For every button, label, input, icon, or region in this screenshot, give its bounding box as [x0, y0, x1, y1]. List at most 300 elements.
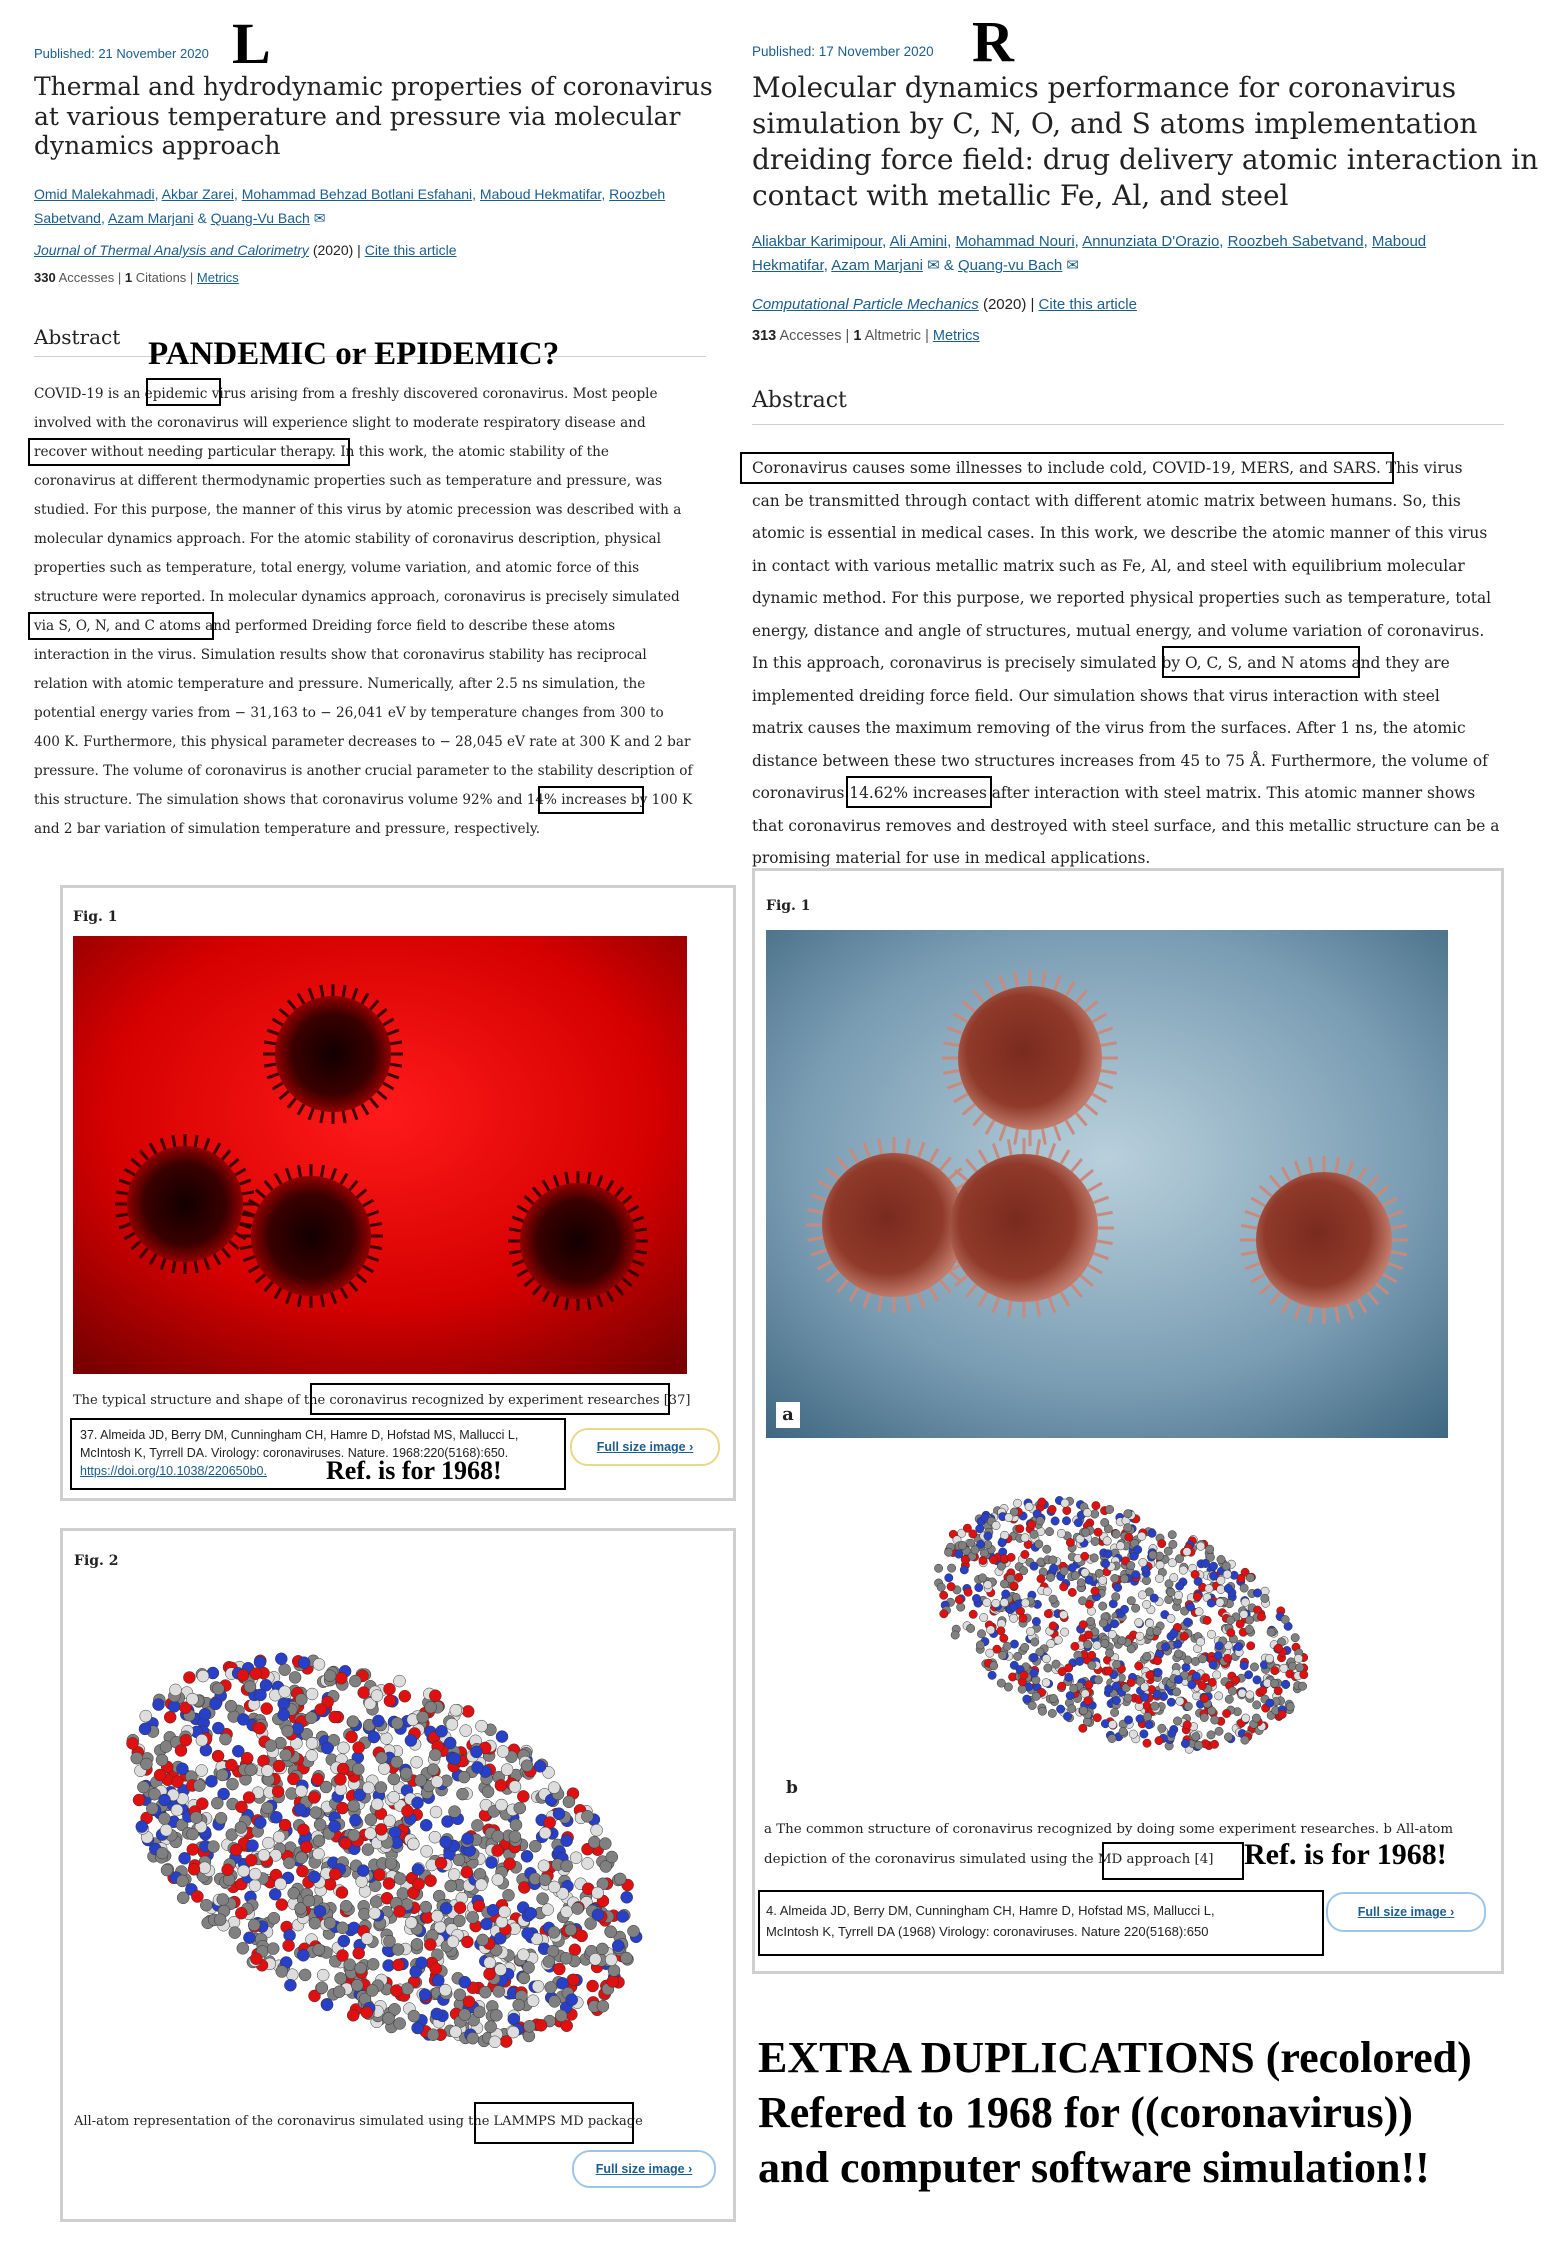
atom [1179, 1566, 1187, 1574]
atom [1174, 1640, 1182, 1648]
atom [298, 1824, 310, 1836]
atom [581, 1810, 593, 1822]
atom [179, 1852, 191, 1864]
right-abstract-line: promising material for use in medical applications. [752, 849, 1151, 867]
atom [154, 1769, 166, 1781]
atom [429, 1749, 441, 1761]
atom [569, 1944, 581, 1956]
atom [1201, 1674, 1209, 1682]
left-fig2-molecule-image[interactable] [76, 1580, 690, 2100]
atom [617, 1911, 629, 1923]
right-fig1-full-size-button[interactable]: Full size image › [1326, 1892, 1486, 1932]
atom [1207, 1630, 1215, 1638]
left-fig1-image[interactable] [73, 936, 687, 1374]
atom [496, 1731, 508, 1743]
atom [1167, 1588, 1175, 1596]
atom [435, 1857, 447, 1869]
left-fig1-full-size-button[interactable]: Full size image › [570, 1428, 720, 1466]
atom [1142, 1576, 1150, 1584]
atom [1074, 1519, 1082, 1527]
atom [1294, 1654, 1302, 1662]
atom [164, 1711, 176, 1723]
atom [1158, 1724, 1166, 1732]
atom [1257, 1613, 1265, 1621]
left-accesses-label: Accesses [58, 270, 115, 285]
left-author-link[interactable]: Sabetvand [34, 210, 101, 226]
email-icon[interactable]: ✉ [313, 210, 326, 226]
atom [1138, 1591, 1146, 1599]
atom [217, 1894, 229, 1906]
atom [329, 1711, 341, 1723]
virus-spike [173, 1261, 175, 1273]
atom [476, 1720, 488, 1732]
right-author-link[interactable]: Maboud [1371, 233, 1427, 250]
atom [986, 1649, 994, 1657]
atom [444, 1737, 456, 1749]
atom [576, 1930, 588, 1942]
atom [366, 1985, 378, 1997]
virus-spike [298, 1165, 300, 1177]
atom [405, 1735, 417, 1747]
atom [273, 1831, 285, 1843]
atom [353, 1742, 365, 1754]
atom [1059, 1611, 1067, 1619]
left-author-link[interactable]: Quang-Vu Bach [210, 210, 310, 226]
atom [1146, 1671, 1154, 1679]
atom [358, 1687, 370, 1699]
atom [606, 1851, 618, 1863]
atom [992, 1599, 1000, 1607]
atom [309, 1917, 321, 1929]
atom [1183, 1548, 1191, 1556]
left-author-link[interactable]: Azam Marjani [107, 210, 194, 226]
atom [474, 1868, 486, 1880]
atom [241, 1752, 253, 1764]
atom [272, 1786, 284, 1798]
atom [518, 1972, 530, 1984]
right-author-link[interactable]: Azam Marjani [831, 257, 923, 274]
right-author-link[interactable]: Aliakbar Karimipour [752, 233, 883, 250]
left-abstract-line: pressure. The volume of coronavirus is another crucial parameter to the stability description of [34, 763, 693, 779]
atom [1170, 1573, 1178, 1581]
atom [236, 1801, 248, 1813]
left-abstract-line: relation with atomic temperature and pressure. Numerically, after 2.5 ns simulation, the [34, 676, 646, 692]
atom [553, 1808, 565, 1820]
atom [1242, 1714, 1250, 1722]
atom [1120, 1605, 1128, 1613]
atom [278, 1709, 290, 1721]
atom [1023, 1695, 1031, 1703]
atom [1184, 1702, 1192, 1710]
right-author-link[interactable]: Quang-vu Bach [958, 257, 1063, 274]
atom [955, 1550, 963, 1558]
atom [335, 1672, 347, 1684]
atom [1274, 1687, 1282, 1695]
atom [1267, 1628, 1275, 1636]
atom [314, 1905, 326, 1917]
left-abstract-line: involved with the coronavirus will experience slight to moderate respiratory disease and [34, 415, 646, 431]
atom [568, 1974, 580, 1986]
atom [1000, 1598, 1008, 1606]
atom [206, 1775, 218, 1787]
right-author-link[interactable]: Annunziata D'Orazio [1082, 233, 1220, 250]
atom [254, 1722, 266, 1734]
atom [561, 1835, 573, 1847]
atom [137, 1781, 149, 1793]
left-abstract-line: recover without needing particular therapy. In this work, the atomic stability of the [34, 444, 609, 460]
atom [1079, 1706, 1087, 1714]
atom [276, 1899, 288, 1911]
virus-spike [321, 1295, 323, 1307]
atom [1081, 1568, 1089, 1576]
atom [230, 1844, 242, 1856]
atom [317, 1969, 329, 1981]
email-icon[interactable]: ✉ [1066, 257, 1079, 274]
atom [566, 1994, 578, 2006]
left-citations-count: 1 [124, 270, 133, 285]
left-cite-link[interactable]: Cite this article [364, 242, 457, 258]
right-fig1-image-a[interactable] [766, 930, 1448, 1438]
atom [1215, 1642, 1223, 1650]
atom [171, 1804, 183, 1816]
atom [1007, 1553, 1015, 1561]
highlight-recover-box [28, 438, 350, 466]
atom [235, 1822, 247, 1834]
atom [1170, 1629, 1178, 1637]
atom [1129, 1730, 1137, 1738]
atom [988, 1671, 996, 1679]
atom [348, 1800, 360, 1812]
atom [591, 1824, 603, 1836]
atom [136, 1821, 148, 1833]
atom [1188, 1681, 1196, 1689]
atom [349, 1675, 361, 1687]
right-fig1-caption-line2: depiction of the coronavirus simulated using the MD approach [4] [764, 1852, 1214, 1867]
atom [628, 1925, 640, 1937]
atom [1271, 1666, 1279, 1674]
left-fig2-full-size-button[interactable]: Full size image › [572, 2150, 716, 2188]
atom [957, 1603, 965, 1611]
left-ref-line: McIntosh K, Tyrrell DA. Virology: coronaviruses. Nature. 1968:220(5168):650. [80, 1446, 509, 1460]
atom [1081, 1552, 1089, 1560]
atom [334, 1773, 346, 1785]
atom [527, 1995, 539, 2007]
left-author-link[interactable]: Roozbeh [609, 186, 666, 202]
atom [582, 1857, 594, 1869]
atom [280, 1749, 292, 1761]
atom [621, 1891, 633, 1903]
atom [614, 1873, 626, 1885]
atom [1009, 1614, 1017, 1622]
atom [310, 1807, 322, 1819]
left-abstract-line: interaction in the virus. Simulation results show that coronavirus stability has reciprocal [34, 647, 647, 663]
right-cite-link[interactable]: Cite this article [1038, 296, 1137, 313]
left-accesses-count: 330 [34, 270, 56, 285]
atom [532, 1980, 544, 1992]
left-metrics-link[interactable]: Metrics [196, 270, 239, 285]
atom [495, 1964, 507, 1976]
atom [431, 1776, 443, 1788]
left-authors-line1: Omid Malekahmadi, Akbar Zarei, Mohammad Behzad Botlani Esfahani, Maboud Hekmatifar, Roozbeh [34, 186, 666, 202]
atom [1274, 1644, 1282, 1652]
atom [399, 1690, 411, 1702]
atom [1062, 1517, 1070, 1525]
atom [247, 1840, 259, 1852]
atom [412, 1863, 424, 1875]
atom [1145, 1619, 1153, 1627]
atom [196, 1734, 208, 1746]
atom [1205, 1584, 1213, 1592]
highlight-fig1-caption-box [310, 1383, 670, 1415]
atom [412, 1797, 424, 1809]
atom [305, 1712, 317, 1724]
left-abstract-line: properties such as temperature, total energy, volume variation, and atomic force of this [34, 560, 640, 576]
atom [1016, 1525, 1024, 1533]
atom [212, 1750, 224, 1762]
right-author-link[interactable]: Ali Amini [889, 233, 948, 250]
atom [1213, 1671, 1221, 1679]
atom [555, 2010, 567, 2022]
atom [1227, 1629, 1235, 1637]
atom [237, 1669, 249, 1681]
atom [249, 1880, 261, 1892]
atom [180, 1734, 192, 1746]
atom [294, 1804, 306, 1816]
atom [262, 1837, 274, 1849]
virus-spike [509, 1251, 521, 1253]
atom [1235, 1642, 1243, 1650]
atom [492, 1845, 504, 1857]
atom [539, 1827, 551, 1839]
atom [1168, 1729, 1176, 1737]
right-abstract-line: atomic is essential in medical cases. In this work, we describe the atomic manner of this virus [752, 524, 1488, 542]
right-author-link[interactable]: Mohammad Nouri [955, 233, 1075, 250]
atom [1195, 1741, 1203, 1749]
atom [407, 1838, 419, 1850]
atom [196, 1798, 208, 1810]
atom [1048, 1505, 1056, 1513]
virus-spike [566, 1172, 568, 1184]
atom [440, 1902, 452, 1914]
atom [592, 1887, 604, 1899]
atom [1045, 1527, 1053, 1535]
atom [462, 1705, 474, 1717]
right-metrics-link[interactable]: Metrics [932, 328, 980, 344]
left-journal-link[interactable]: Journal of Thermal Analysis and Calorimetry [34, 242, 309, 258]
atom [436, 1725, 448, 1737]
atom [473, 2006, 485, 2018]
left-author-link[interactable]: Maboud Hekmatifar [479, 186, 602, 202]
atom [1063, 1712, 1071, 1720]
right-published-date: Published: 17 November 2020 [752, 44, 934, 59]
right-abstract-heading: Abstract [752, 388, 847, 413]
atom [1215, 1727, 1223, 1735]
atom [1197, 1542, 1205, 1550]
atom [1153, 1627, 1161, 1635]
left-ref-doi-link[interactable]: https://doi.org/10.1038/220650b0. [80, 1464, 267, 1478]
atom [940, 1610, 948, 1618]
virus-spike [566, 1298, 568, 1310]
atom [969, 1610, 977, 1618]
left-abstract-line: studied. For this purpose, the manner of this virus by atomic precession was described with a [34, 502, 682, 518]
atom [487, 1904, 499, 1916]
left-abstract-line: structure were reported. In molecular dynamics approach, coronavirus is precisely simulated [34, 589, 680, 605]
atom [371, 1690, 383, 1702]
left-author-link[interactable]: Akbar Zarei [161, 186, 234, 202]
left-abstract-line: this structure. The simulation shows that coronavirus volume 92% and 14% increases by 100 K [34, 792, 693, 808]
right-altmetric-label: Altmetric [864, 328, 922, 344]
atom [1176, 1697, 1184, 1705]
atom [983, 1598, 991, 1606]
atom [1112, 1682, 1120, 1690]
left-citations-label: Citations [135, 270, 187, 285]
atom [1049, 1622, 1057, 1630]
atom [1031, 1638, 1039, 1646]
atom [543, 1956, 555, 1968]
atom [392, 1944, 404, 1956]
atom [461, 1866, 473, 1878]
atom [1030, 1562, 1038, 1570]
right-abstract-line: Coronavirus causes some illnesses to include cold, COVID-19, MERS, and SARS. This virus [752, 459, 1463, 477]
atom [1253, 1676, 1261, 1684]
atom [1240, 1610, 1248, 1618]
atom [1225, 1695, 1233, 1703]
atom [513, 1999, 525, 2011]
atom [225, 1700, 237, 1712]
atom [447, 1936, 459, 1948]
left-article-title[interactable]: Thermal and hydrodynamic properties of coronavirus at various temperature and pressure via molecular dynamics approach [34, 72, 713, 160]
atom [338, 1935, 350, 1947]
atom [349, 1814, 361, 1826]
atom [523, 1962, 535, 1974]
left-tag-L: L [232, 11, 271, 76]
atom [1143, 1739, 1151, 1747]
atom [1036, 1517, 1044, 1525]
left-year: (2020) [312, 242, 354, 258]
atom [1056, 1705, 1064, 1713]
atom [492, 1874, 504, 1886]
atom [200, 1899, 212, 1911]
atom [1210, 1740, 1218, 1748]
atom [1291, 1634, 1299, 1642]
atom [1158, 1539, 1166, 1547]
virus-spike [195, 1135, 197, 1147]
atom [411, 1938, 423, 1950]
atom [951, 1631, 959, 1639]
right-title-line: dreiding force field: drug delivery atomic interaction in [752, 143, 1539, 176]
right-fig1-reference [766, 1900, 1215, 1942]
atom [945, 1574, 953, 1582]
right-tag-R: R [972, 9, 1014, 74]
right-journal-link[interactable]: Computational Particle Mechanics [752, 296, 979, 313]
atom [367, 1958, 379, 1970]
virus-spike [588, 1172, 590, 1184]
atom [324, 1670, 336, 1682]
atom [1099, 1619, 1107, 1627]
atom [509, 1831, 521, 1843]
atom [450, 1704, 462, 1716]
email-icon[interactable]: ✉ [927, 257, 940, 274]
atom [453, 1854, 465, 1866]
atom [448, 1869, 460, 1881]
atom [1009, 1603, 1017, 1611]
atom [477, 1934, 489, 1946]
atom [467, 2032, 479, 2044]
atom [1182, 1663, 1190, 1671]
atom [1136, 1715, 1144, 1723]
right-author-link[interactable]: Roozbeh Sabetvand [1227, 233, 1364, 250]
virus-spike [343, 1111, 345, 1123]
atom [440, 1836, 452, 1848]
atom [1250, 1663, 1258, 1671]
atom [336, 1887, 348, 1899]
atom [133, 1794, 145, 1806]
red-virus-micrograph [73, 936, 687, 1374]
atom [329, 1820, 341, 1832]
atom [1266, 1699, 1274, 1707]
atom [355, 1962, 367, 1974]
atom [549, 1995, 561, 2007]
atom [977, 1630, 985, 1638]
virus-spike [321, 1111, 323, 1123]
atom [385, 1858, 397, 1870]
atom [1084, 1640, 1092, 1648]
atom [1150, 1594, 1158, 1602]
left-author-link[interactable]: Omid Malekahmadi [34, 186, 155, 202]
right-fig1-molecule-image[interactable] [900, 1460, 1340, 1790]
atom [561, 1906, 573, 1918]
atom [1215, 1692, 1223, 1700]
atom [243, 1932, 255, 1944]
atom [980, 1613, 988, 1621]
atom [597, 2000, 609, 2012]
left-overlay-ref-note: Ref. is for 1968! [326, 1456, 502, 1485]
atom [306, 1688, 318, 1700]
atom [1088, 1661, 1096, 1669]
right-accesses-count: 313 [752, 328, 777, 344]
atom [445, 1880, 457, 1892]
virus-spike [390, 1064, 402, 1066]
atom [1032, 1617, 1040, 1625]
atom [934, 1564, 942, 1572]
virus-spike [509, 1229, 521, 1231]
virus-spike [240, 1223, 252, 1225]
right-article-title[interactable] [752, 70, 1542, 214]
atom [1111, 1574, 1119, 1582]
left-author-link[interactable]: Mohammad Behzad Botlani Esfahani [241, 186, 473, 202]
atom [565, 1924, 577, 1936]
atom [497, 1746, 509, 1758]
atom [289, 1671, 301, 1683]
atom [470, 1746, 482, 1758]
atom [158, 1813, 170, 1825]
atom [1265, 1654, 1273, 1662]
atom [340, 1900, 352, 1912]
atom [365, 1814, 377, 1826]
atom [1030, 1530, 1038, 1538]
atom [620, 1952, 632, 1964]
right-author-link[interactable]: Hekmatifar [752, 257, 824, 274]
atom [347, 2009, 359, 2021]
atom [980, 1549, 988, 1557]
atom [509, 1781, 521, 1793]
atom [1193, 1593, 1201, 1601]
atom [419, 1989, 431, 2001]
atom [425, 1701, 437, 1713]
atom [1060, 1583, 1068, 1591]
right-abstract-body [752, 452, 1542, 875]
atom [971, 1546, 979, 1554]
